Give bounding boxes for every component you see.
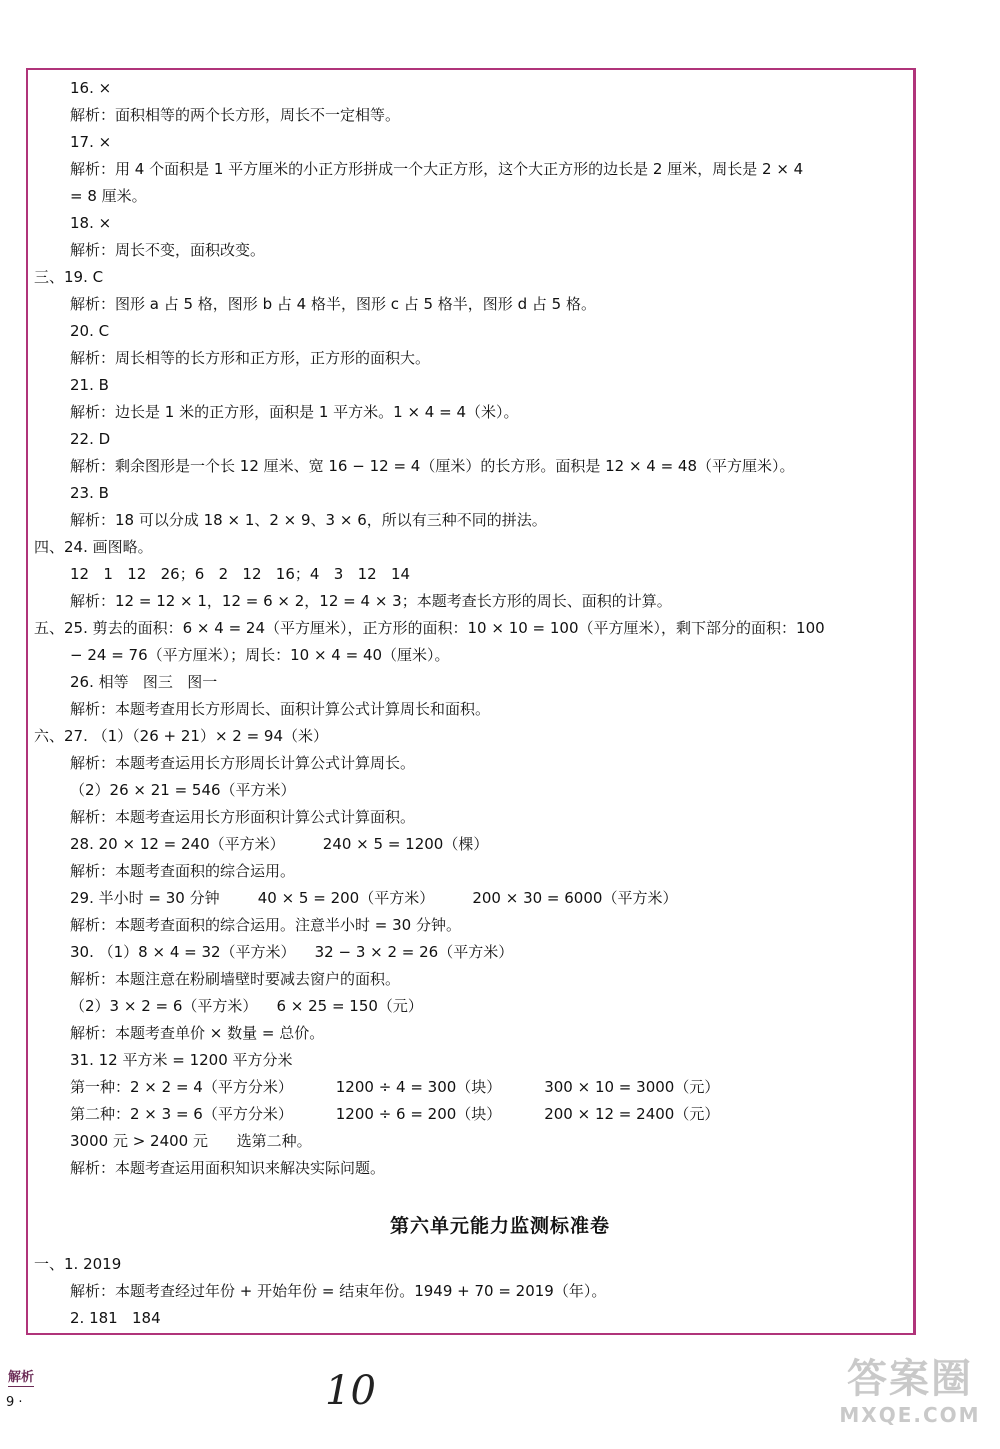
answer-line: 解析：本题考查运用面积知识来解决实际问题。 xyxy=(70,1159,386,1177)
answer-line: 第二种：2 × 3 = 6（平方分米） 1200 ÷ 6 = 200（块） 200 × 12 = 2400（元） xyxy=(70,1105,720,1123)
answer-line: 解析：本题注意在粉刷墙壁时要减去窗户的面积。 xyxy=(70,970,401,988)
answer-line: 3000 元 > 2400 元 选第二种。 xyxy=(70,1132,312,1150)
answer-line: 21. B xyxy=(70,376,109,394)
handwritten-page-number: 10 xyxy=(325,1368,376,1414)
answer-line: 20. C xyxy=(70,322,110,340)
answer-line: 解析：用 4 个面积是 1 平方厘米的小正方形拼成一个大正方形，这个大正方形的边长是 2 厘米，周长是 2 × 4 xyxy=(70,160,804,178)
answer-line: 31. 12 平方米 = 1200 平方分米 xyxy=(70,1051,293,1069)
section-answer-line: 六、27. （1）（26 + 21）× 2 = 94（米） xyxy=(34,727,329,745)
answer-line: 解析：本题考查运用长方形面积计算公式计算面积。 xyxy=(70,808,416,826)
section-answer-line: 三、19. C xyxy=(34,268,104,286)
answer-line: 23. B xyxy=(70,484,109,502)
answer-line: 解析：剩余图形是一个长 12 厘米、宽 16 − 12 = 4（厘米）的长方形。面积是 12 × 4 = 48（平方厘米）。 xyxy=(70,457,795,475)
answer-line: 解析：本题考查经过年份 + 开始年份 = 结束年份。1949 + 70 = 2019（年）。 xyxy=(70,1282,607,1300)
answer-line: = 8 厘米。 xyxy=(70,187,147,205)
section-title: 第六单元能力监测标准卷 xyxy=(389,1215,610,1237)
answer-line: 解析：本题考查单价 × 数量 = 总价。 xyxy=(70,1024,325,1042)
watermark-url: MXQE.COM xyxy=(839,1403,981,1427)
watermark-text: 答案圈 xyxy=(847,1356,973,1402)
answer-line: 17. × xyxy=(70,133,112,151)
section-answer-line: 一、1. 2019 xyxy=(34,1255,122,1273)
answer-line: 解析：18 可以分成 18 × 1、2 × 9、3 × 6，所以有三种不同的拼法。 xyxy=(70,511,547,529)
answer-line: 解析：周长不变，面积改变。 xyxy=(70,241,266,259)
answer-line: 16. × xyxy=(70,79,112,97)
answer-line: 解析：面积相等的两个长方形，周长不一定相等。 xyxy=(70,106,401,124)
answer-line: 解析：本题考查面积的综合运用。 xyxy=(70,862,296,880)
answer-line: 28. 20 × 12 = 240（平方米） 240 × 5 = 1200（棵） xyxy=(70,835,489,853)
answer-line: 解析：本题考查运用长方形周长计算公式计算周长。 xyxy=(70,754,416,772)
answer-line: 解析：12 = 12 × 1，12 = 6 × 2，12 = 4 × 3；本题考查长方形的周长、面积的计算。 xyxy=(70,592,672,610)
answer-line: 解析：边长是 1 米的正方形，面积是 1 平方米。1 × 4 = 4（米）。 xyxy=(70,403,519,421)
answer-line: 解析：本题考查用长方形周长、面积计算公式计算周长和面积。 xyxy=(70,700,491,718)
answer-line: 解析：周长相等的长方形和正方形，正方形的面积大。 xyxy=(70,349,431,367)
answer-line: 18. × xyxy=(70,214,112,232)
answer-line: （2）26 × 21 = 546（平方米） xyxy=(70,781,296,799)
answer-line: − 24 = 76（平方厘米）；周长：10 × 4 = 40（厘米）。 xyxy=(70,646,450,664)
watermark-logo xyxy=(830,1355,990,1435)
answer-line: 30. （1）8 × 4 = 32（平方米） 32 − 3 × 2 = 26（平方米） xyxy=(70,943,514,961)
answer-line: 2. 181 184 xyxy=(70,1309,161,1327)
answer-line: 26. 相等 图三 图一 xyxy=(70,673,218,691)
answer-line: 解析：本题考查面积的综合运用。注意半小时 = 30 分钟。 xyxy=(70,916,461,934)
answer-line: 12 1 12 26；6 2 12 16；4 3 12 14 xyxy=(70,565,411,583)
answer-line: 第一种：2 × 2 = 4（平方分米） 1200 ÷ 4 = 300（块） 300 × 10 = 3000（元） xyxy=(70,1078,720,1096)
section-answer-line: 四、24. 画图略。 xyxy=(34,538,153,556)
answer-line: 29. 半小时 = 30 分钟 40 × 5 = 200（平方米） 200 × 30 = 6000（平方米） xyxy=(70,889,678,907)
section-answer-line: 五、25. 剪去的面积：6 × 4 = 24（平方厘米），正方形的面积：10 × 10 = 100（平方厘米），剩下部分的面积：100 xyxy=(34,619,825,637)
answer-line: 解析：图形 a 占 5 格，图形 b 占 4 格半，图形 c 占 5 格半，图形 d 占 5 格。 xyxy=(70,295,596,313)
answer-line: （2）3 × 2 = 6（平方米） 6 × 25 = 150（元） xyxy=(70,997,423,1015)
answer-line: 22. D xyxy=(70,430,111,448)
footer-section-label: 解析 xyxy=(8,1366,34,1387)
page-number: 9 · xyxy=(6,1395,23,1410)
